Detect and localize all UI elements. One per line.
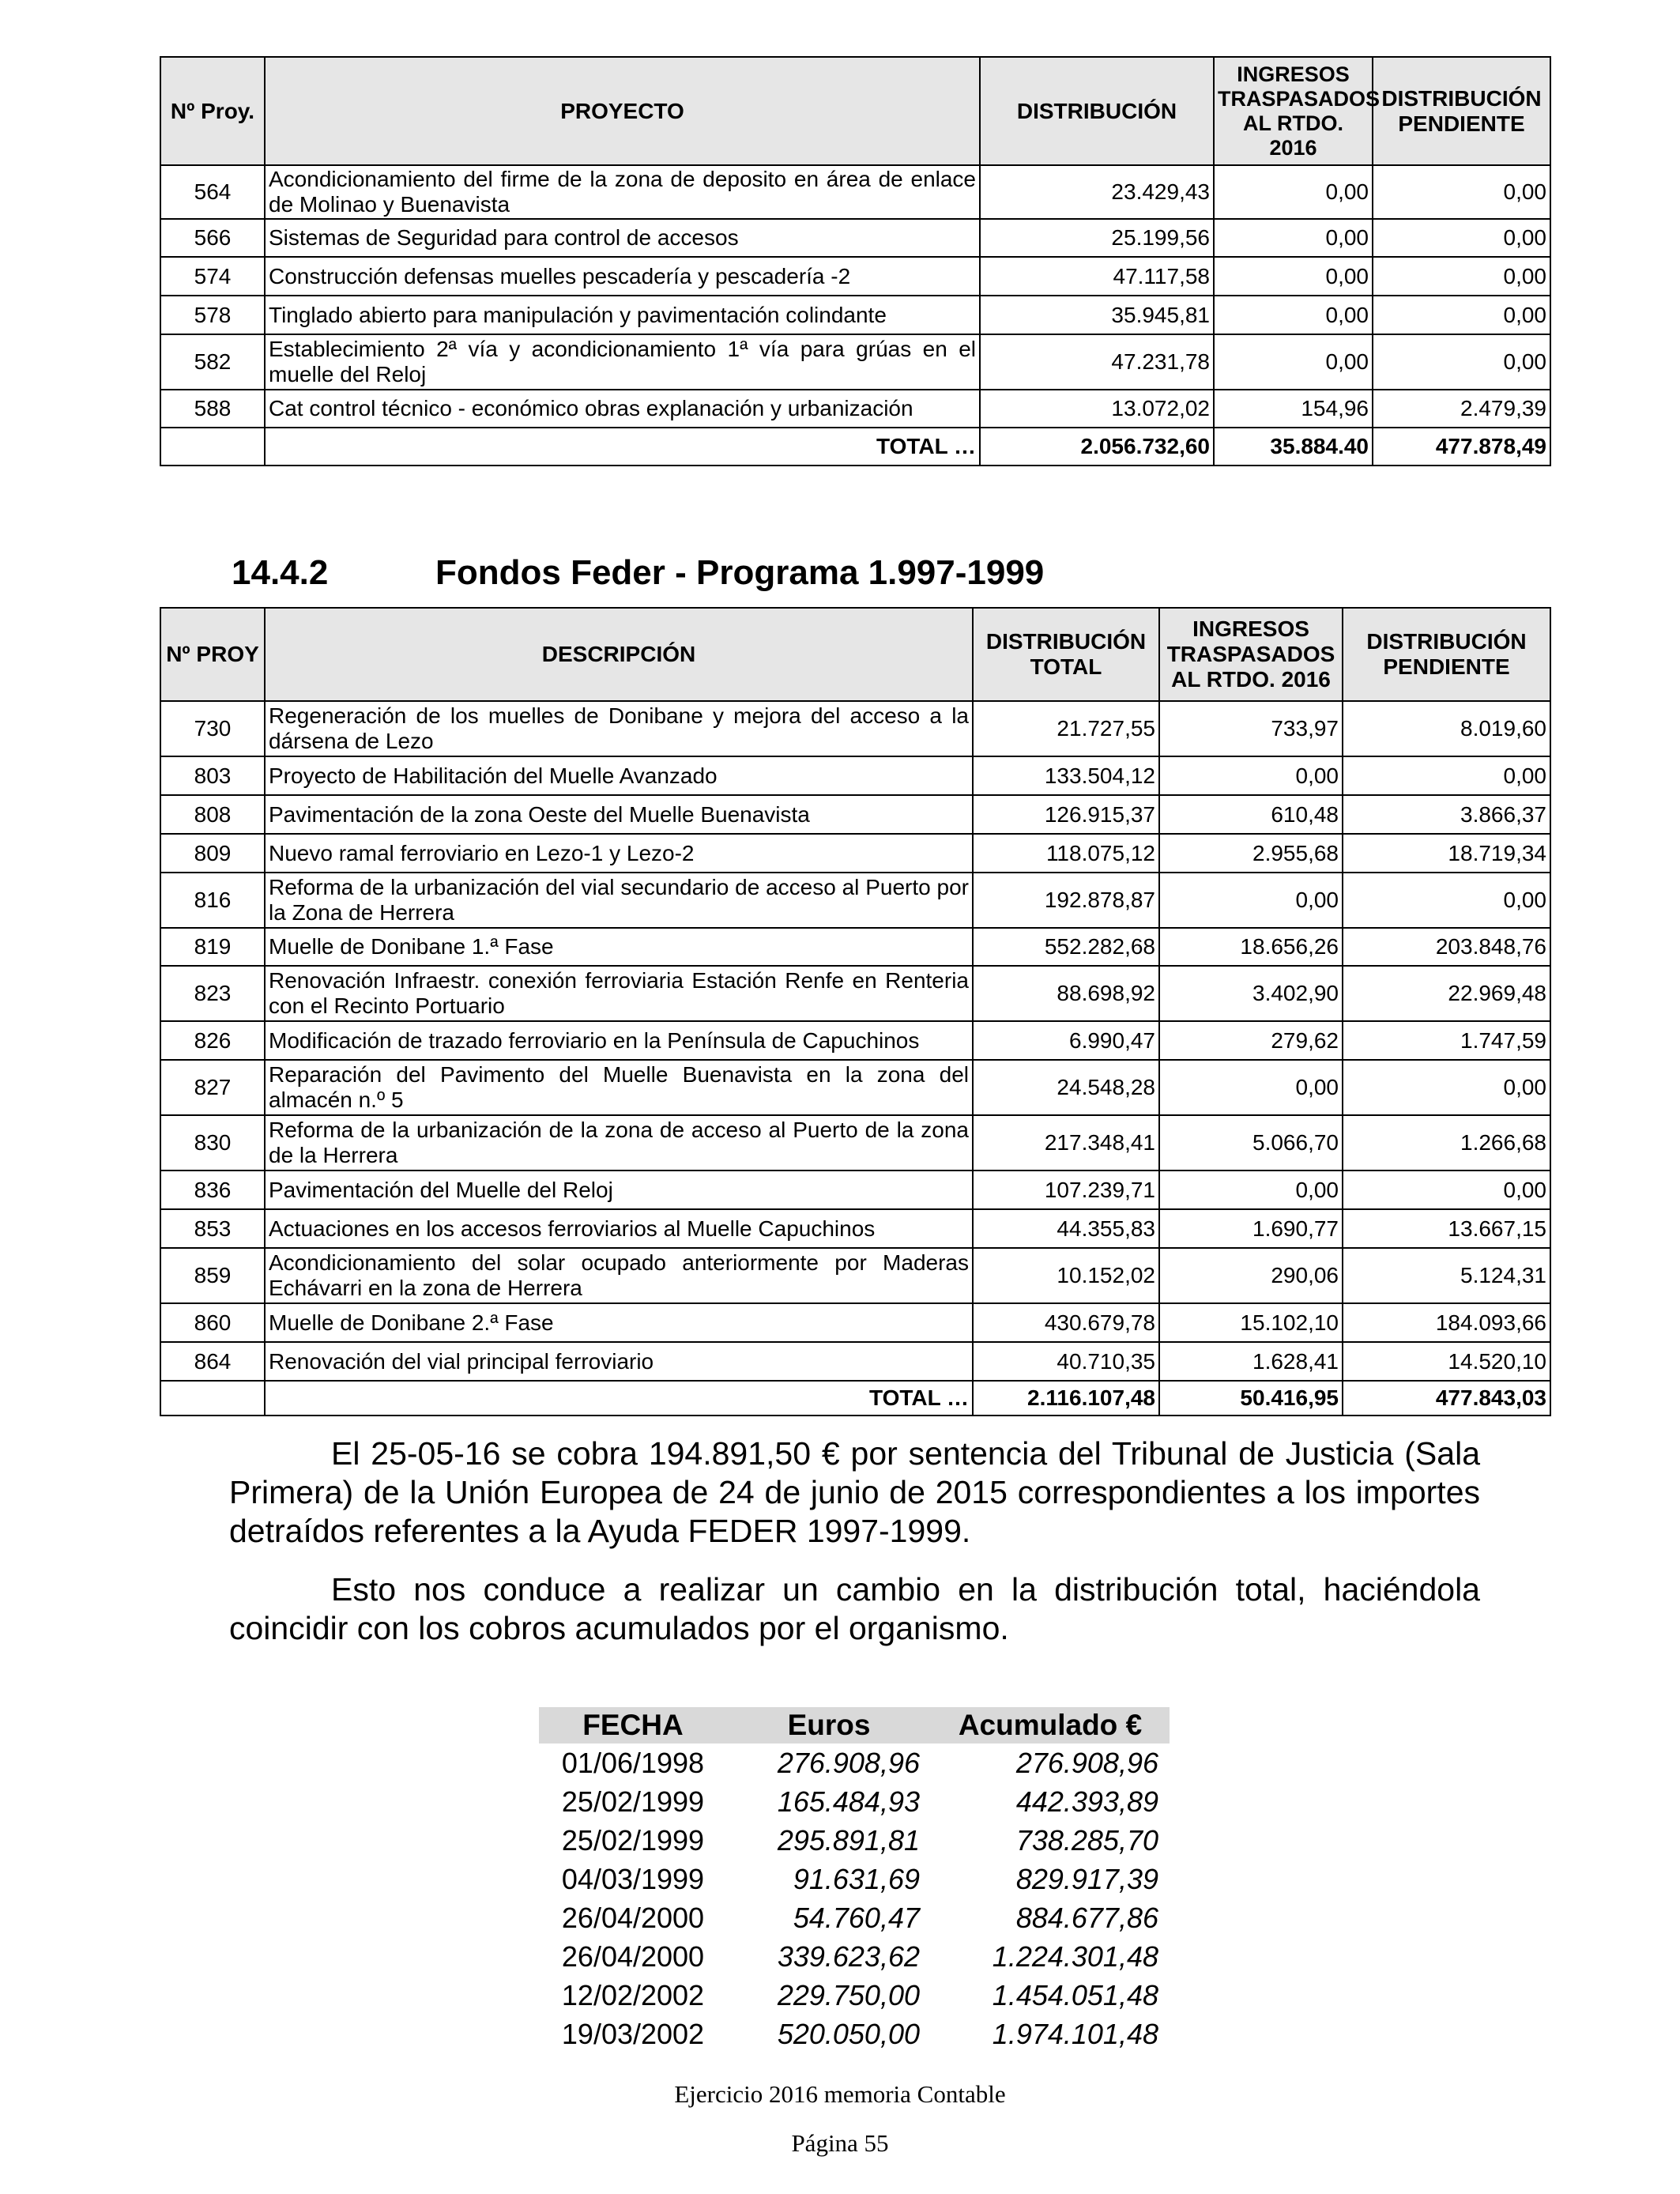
total-dist: 2.056.732,60 (980, 428, 1214, 466)
row-pend: 203.848,76 (1343, 928, 1550, 966)
table-row (160, 928, 1550, 966)
row-dist: 126.915,37 (973, 795, 1159, 834)
page-number: Página 55 (791, 2129, 889, 2157)
row-desc: Renovación del vial principal ferroviario (265, 1342, 973, 1381)
row-fecha: 04/03/1999 (561, 1862, 705, 1895)
table-row (160, 1171, 1550, 1209)
row-ingr: 0,00 (1214, 165, 1373, 219)
row-desc: Reforma de la urbanización del vial secundario de acceso al Puerto por la Zona de Herrera (265, 873, 973, 928)
row-fecha: 25/02/1999 (561, 1785, 705, 1818)
payments-table (539, 1707, 1170, 2053)
row-ingr: 0,00 (1159, 1060, 1343, 1115)
row-pend: 5.124,31 (1343, 1248, 1550, 1303)
row-desc: Muelle de Donibane 2.ª Fase (265, 1303, 973, 1342)
row-acum: 884.677,86 (1015, 1901, 1158, 1934)
row-ingr: 290,06 (1159, 1248, 1343, 1303)
row-num: 803 (160, 756, 265, 795)
row-pend: 0,00 (1373, 165, 1550, 219)
row-num: 836 (160, 1171, 265, 1209)
row-dist: 552.282,68 (973, 928, 1159, 966)
row-desc: Proyecto de Habilitación del Muelle Avanzado (265, 756, 973, 795)
table-row (160, 966, 1550, 1021)
table-row (539, 2015, 1170, 2053)
row-dist: 23.429,43 (980, 165, 1214, 219)
row-pend: 8.019,60 (1343, 701, 1550, 756)
row-pend: 13.667,15 (1343, 1209, 1550, 1248)
row-desc: Reforma de la urbanización de la zona de acceso al Puerto de la zona de la Herrera (265, 1115, 973, 1171)
row-desc: Regeneración de los muelles de Donibane y mejora del acceso a la dársena de Lezo (265, 701, 973, 756)
row-ingr: 5.066,70 (1159, 1115, 1343, 1171)
row-desc: Construcción defensas muelles pescadería y pescadería -2 (265, 257, 980, 296)
row-ingr: 0,00 (1214, 334, 1373, 390)
row-pend: 0,00 (1373, 334, 1550, 390)
row-acum: 1.974.101,48 (992, 2017, 1158, 2050)
table-row (160, 756, 1550, 795)
header-desc: DESCRIPCIÓN (265, 608, 973, 701)
row-num: 859 (160, 1248, 265, 1303)
row-fecha: 26/04/2000 (561, 1901, 705, 1934)
row-euros: 520.050,00 (777, 2017, 920, 2050)
row-dist: 25.199,56 (980, 219, 1214, 257)
table-row (160, 296, 1550, 334)
section-heading (232, 553, 1044, 593)
row-desc: Muelle de Donibane 1.ª Fase (265, 928, 973, 966)
row-num: 809 (160, 834, 265, 873)
row-fecha: 19/03/2002 (561, 2017, 705, 2050)
table-row (160, 834, 1550, 873)
header-num: Nº Proy. (160, 57, 265, 165)
footer-title: Ejercicio 2016 memoria Contable (674, 2080, 1006, 2108)
row-num: 564 (160, 165, 265, 219)
row-num: 582 (160, 334, 265, 390)
row-dist: 13.072,02 (980, 390, 1214, 428)
row-acum: 738.285,70 (1015, 1823, 1158, 1857)
row-desc: Pavimentación del Muelle del Reloj (265, 1171, 973, 1209)
row-fecha: 01/06/1998 (561, 1746, 705, 1779)
header-ingresos: INGRESOS TRASPASADOS AL RTDO. 2016 (1159, 608, 1343, 701)
row-ingr: 1.690,77 (1159, 1209, 1343, 1248)
row-num: 574 (160, 257, 265, 296)
table-row (160, 1060, 1550, 1115)
row-desc: Tinglado abierto para manipulación y pavimentación colindante (265, 296, 980, 334)
row-pend: 0,00 (1343, 873, 1550, 928)
row-ingr: 2.955,68 (1159, 834, 1343, 873)
row-fecha: 12/02/2002 (561, 1978, 705, 2011)
row-desc: Cat control técnico - económico obras explanación y urbanización (265, 390, 980, 428)
table-row (539, 1860, 1170, 1898)
table-row (160, 795, 1550, 834)
row-euros: 339.623,62 (777, 1940, 920, 1973)
table-row (160, 1248, 1550, 1303)
projects-table-2 (160, 607, 1551, 1416)
row-num: 808 (160, 795, 265, 834)
table-row (160, 1021, 1550, 1060)
row-dist: 192.878,87 (973, 873, 1159, 928)
paragraph-2: Esto nos conduce a realizar un cambio en la distribución total, haciéndola coincidir con los cobros acumulados por el organismo. (229, 1571, 1480, 1646)
row-acum: 442.393,89 (1015, 1785, 1158, 1818)
row-dist: 21.727,55 (973, 701, 1159, 756)
header-dist: DISTRIBUCIÓN TOTAL (973, 608, 1159, 701)
row-pend: 0,00 (1343, 756, 1550, 795)
row-desc: Acondicionamiento del solar ocupado anteriormente por Maderas Echávarri en la zona de Herrera (265, 1248, 973, 1303)
table-row (160, 334, 1550, 390)
row-ingr: 18.656,26 (1159, 928, 1343, 966)
header-num: Nº PROY (160, 608, 265, 701)
row-ingr: 0,00 (1214, 257, 1373, 296)
total-pend: 477.878,49 (1373, 428, 1550, 466)
row-dist: 118.075,12 (973, 834, 1159, 873)
row-euros: 91.631,69 (793, 1862, 920, 1895)
table-row (539, 1744, 1170, 1782)
section-title: Fondos Feder - Programa 1.997-1999 (435, 553, 1045, 592)
row-pend: 1.747,59 (1343, 1021, 1550, 1060)
table-row (160, 1209, 1550, 1248)
row-ingr: 0,00 (1214, 219, 1373, 257)
row-euros: 229.750,00 (777, 1978, 920, 2011)
row-ingr: 0,00 (1214, 296, 1373, 334)
row-euros: 165.484,93 (777, 1785, 920, 1818)
row-ingr: 0,00 (1159, 1171, 1343, 1209)
row-num: 588 (160, 390, 265, 428)
row-pend: 0,00 (1373, 219, 1550, 257)
paragraph-1: El 25-05-16 se cobra 194.891,50 € por sentencia del Tribunal de Justicia (Sala Primera) de la Unión Europea de 24 de junio de 2015 correspondientes a los importes detraídos referentes a la Ayuda FEDER 1997-1999. (229, 1435, 1480, 1549)
table-row (539, 1821, 1170, 1860)
row-pend: 3.866,37 (1343, 795, 1550, 834)
table-row (539, 1976, 1170, 2015)
header-pend: DISTRIBUCIÓN PENDIENTE (1343, 608, 1550, 701)
row-acum: 1.224.301,48 (992, 1940, 1158, 1973)
section-number: 14.4.2 (232, 553, 329, 592)
total-label: TOTAL … (265, 428, 980, 466)
row-fecha: 26/04/2000 (561, 1940, 705, 1973)
total-dist: 2.116.107,48 (973, 1381, 1159, 1416)
row-num: 853 (160, 1209, 265, 1248)
row-num: 830 (160, 1115, 265, 1171)
row-ingr: 610,48 (1159, 795, 1343, 834)
table-row (160, 1342, 1550, 1381)
row-num: 826 (160, 1021, 265, 1060)
row-dist: 88.698,92 (973, 966, 1159, 1021)
row-ingr: 0,00 (1159, 873, 1343, 928)
table-row (539, 1898, 1170, 1937)
row-dist: 430.679,78 (973, 1303, 1159, 1342)
table-row (160, 390, 1550, 428)
row-acum: 829.917,39 (1015, 1862, 1158, 1895)
row-pend: 0,00 (1373, 257, 1550, 296)
total-ingr: 50.416,95 (1159, 1381, 1343, 1416)
row-num: 819 (160, 928, 265, 966)
total-row (160, 1381, 1550, 1416)
row-pend: 22.969,48 (1343, 966, 1550, 1021)
row-pend: 0,00 (1343, 1171, 1550, 1209)
total-blank (160, 428, 265, 466)
row-pend: 14.520,10 (1343, 1342, 1550, 1381)
row-ingr: 3.402,90 (1159, 966, 1343, 1021)
total-row (160, 428, 1550, 466)
row-num: 816 (160, 873, 265, 928)
row-ingr: 279,62 (1159, 1021, 1343, 1060)
row-dist: 107.239,71 (973, 1171, 1159, 1209)
row-dist: 10.152,02 (973, 1248, 1159, 1303)
row-pend: 184.093,66 (1343, 1303, 1550, 1342)
row-dist: 35.945,81 (980, 296, 1214, 334)
row-dist: 44.355,83 (973, 1209, 1159, 1248)
header-euros: Euros (727, 1707, 931, 1744)
table-row (160, 873, 1550, 928)
table-row (539, 1937, 1170, 1976)
header-fecha: FECHA (539, 1707, 727, 1744)
row-euros: 54.760,47 (793, 1901, 920, 1934)
header-acum: Acumulado € (931, 1707, 1170, 1744)
row-dist: 6.990,47 (973, 1021, 1159, 1060)
row-ingr: 0,00 (1159, 756, 1343, 795)
row-num: 864 (160, 1342, 265, 1381)
header-pend: DISTRIBUCIÓN PENDIENTE (1373, 57, 1550, 165)
header-ingresos: INGRESOS TRASPASADOS AL RTDO. 2016 (1214, 57, 1373, 165)
total-blank (160, 1381, 265, 1416)
row-pend: 18.719,34 (1343, 834, 1550, 873)
table-row (160, 1303, 1550, 1342)
row-ingr: 1.628,41 (1159, 1342, 1343, 1381)
row-pend: 0,00 (1373, 296, 1550, 334)
row-euros: 276.908,96 (777, 1746, 920, 1779)
total-label: TOTAL … (265, 1381, 973, 1416)
row-dist: 24.548,28 (973, 1060, 1159, 1115)
table-row (160, 701, 1550, 756)
total-pend: 477.843,03 (1343, 1381, 1550, 1416)
table-row (160, 257, 1550, 296)
row-num: 860 (160, 1303, 265, 1342)
row-dist: 40.710,35 (973, 1342, 1159, 1381)
row-num: 578 (160, 296, 265, 334)
row-fecha: 25/02/1999 (561, 1823, 705, 1857)
table-row (539, 1782, 1170, 1821)
row-acum: 1.454.051,48 (992, 1978, 1158, 2011)
row-desc: Reparación del Pavimento del Muelle Buenavista en la zona del almacén n.º 5 (265, 1060, 973, 1115)
row-dist: 133.504,12 (973, 756, 1159, 795)
table-row (160, 165, 1550, 219)
row-pend: 2.479,39 (1373, 390, 1550, 428)
row-ingr: 15.102,10 (1159, 1303, 1343, 1342)
row-desc: Modificación de trazado ferroviario en la Península de Capuchinos (265, 1021, 973, 1060)
row-desc: Sistemas de Seguridad para control de accesos (265, 219, 980, 257)
table-row (160, 219, 1550, 257)
row-desc: Pavimentación de la zona Oeste del Muelle Buenavista (265, 795, 973, 834)
row-euros: 295.891,81 (777, 1823, 920, 1857)
row-num: 566 (160, 219, 265, 257)
row-dist: 217.348,41 (973, 1115, 1159, 1171)
header-dist: DISTRIBUCIÓN (980, 57, 1214, 165)
row-dist: 47.117,58 (980, 257, 1214, 296)
table-row (160, 1115, 1550, 1171)
row-ingr: 154,96 (1214, 390, 1373, 428)
row-acum: 276.908,96 (1015, 1746, 1158, 1779)
row-num: 823 (160, 966, 265, 1021)
row-desc: Acondicionamiento del firme de la zona de deposito en área de enlace de Molinao y Buenavista (265, 165, 980, 219)
row-pend: 0,00 (1343, 1060, 1550, 1115)
header-project: PROYECTO (265, 57, 980, 165)
total-ingr: 35.884.40 (1214, 428, 1373, 466)
row-dist: 47.231,78 (980, 334, 1214, 390)
row-num: 827 (160, 1060, 265, 1115)
row-desc: Nuevo ramal ferroviario en Lezo-1 y Lezo-2 (265, 834, 973, 873)
row-num: 730 (160, 701, 265, 756)
row-desc: Establecimiento 2ª vía y acondicionamiento 1ª vía para grúas en el muelle del Reloj (265, 334, 980, 390)
row-desc: Renovación Infraestr. conexión ferroviaria Estación Renfe en Renteria con el Recinto Portuario (265, 966, 973, 1021)
row-desc: Actuaciones en los accesos ferroviarios al Muelle Capuchinos (265, 1209, 973, 1248)
projects-table-1 (160, 56, 1551, 466)
row-pend: 1.266,68 (1343, 1115, 1550, 1171)
row-ingr: 733,97 (1159, 701, 1343, 756)
